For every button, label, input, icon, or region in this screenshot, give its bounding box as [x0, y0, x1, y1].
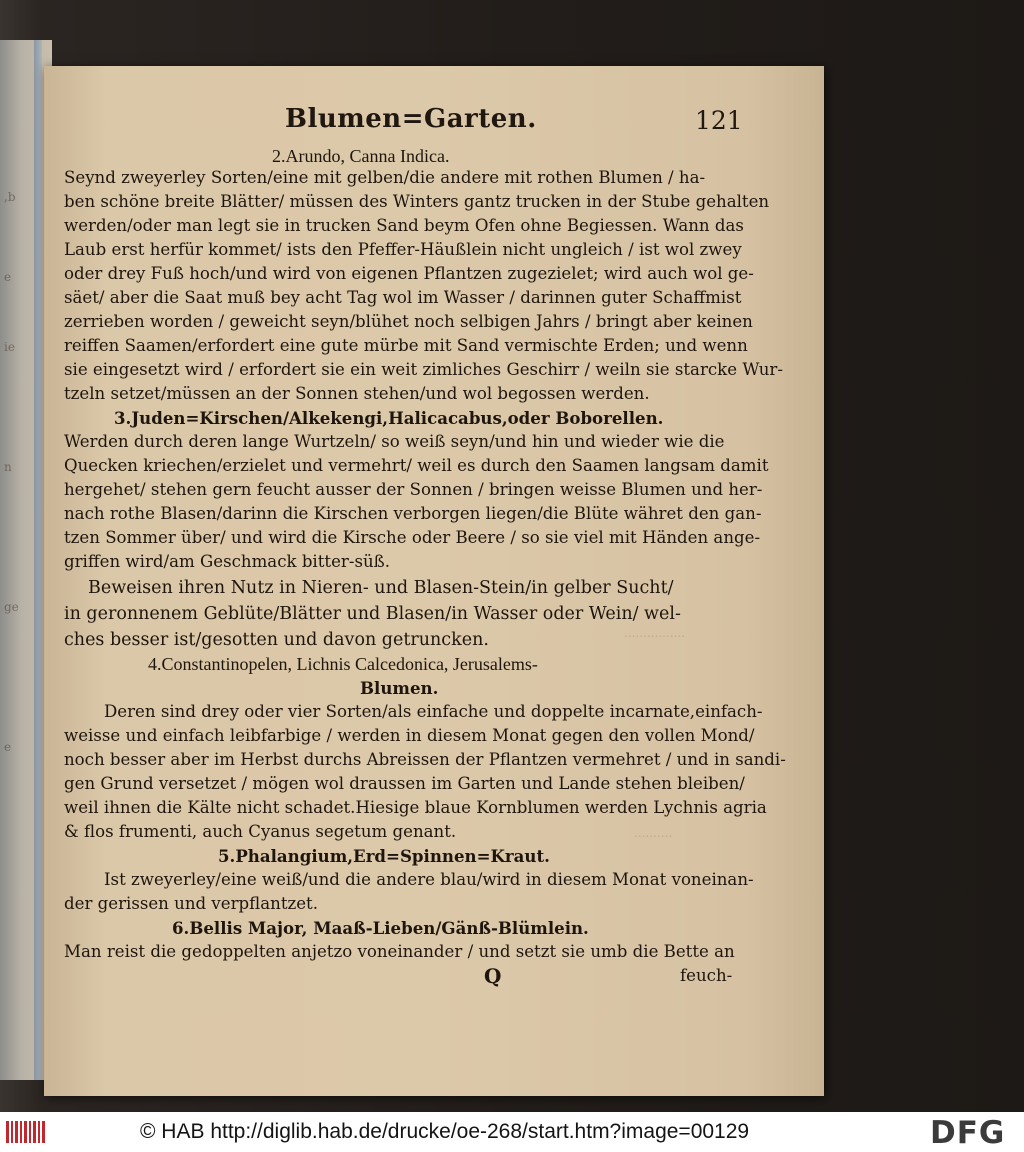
page-number: 121 [695, 106, 743, 135]
page-edge-fragment: e [4, 740, 12, 754]
text-line: der gerissen und verpflantzet. [64, 894, 318, 913]
section-heading: 4.Constantinopelen, Lichnis Calcedonica, Jerusalems- [148, 654, 538, 674]
text-line: gen Grund versetzet / mögen wol draussen im Garten und Lande stehen bleiben/ [64, 774, 745, 793]
page-edge-fragment: n [4, 460, 12, 474]
dfg-logo: DFG [930, 1115, 1006, 1151]
text-line: griffen wird/am Geschmack bitter-süß. [64, 552, 391, 571]
text-line: weil ihnen die Kälte nicht schadet.Hiesige blaue Kornblumen werden Lychnis agria [64, 798, 767, 817]
text-line: reiffen Saamen/erfordert eine gute mürbe mit Sand vermischte Erden; und wenn [64, 336, 748, 355]
catchword: feuch- [680, 966, 733, 985]
text-line: Seynd zweyerley Sorten/eine mit gelben/die andere mit rothen Blumen / ha- [64, 168, 706, 187]
text-line: tzen Sommer über/ und wird die Kirsche oder Beere / so sie viel mit Händen ange- [64, 528, 761, 547]
section-heading: 2.Arundo, Canna Indica. [272, 146, 450, 166]
text-line: noch besser aber im Herbst durchs Abreissen der Pflantzen vermehret / und in sandi- [64, 750, 786, 769]
section-heading: 5.Phalangium,Erd=Spinnen=Kraut. [218, 846, 550, 866]
text-line: weisse und einfach leibfarbige / werden in diesem Monat gegen den vollen Mond/ [64, 726, 755, 745]
show-through-text: .......... [634, 826, 673, 840]
text-line: ches besser ist/gesotten und davon getruncken. [64, 630, 489, 650]
text-line: sie eingesetzt wird / erfordert sie ein weit zimliches Geschirr / weiln sie starcke Wur- [64, 360, 783, 379]
page-edge-fragment: ie [4, 340, 15, 354]
text-line: Werden durch deren lange Wurtzeln/ so weiß seyn/und hin und wieder wie die [64, 432, 725, 451]
text-line: säet/ aber die Saat muß bey acht Tag wol im Wasser / darinnen guter Schaffmist [64, 288, 742, 307]
page-edge-fragment: ,b [4, 190, 16, 204]
text-line: zerrieben worden / geweicht seyn/blühet noch selbigen Jahrs / bringt aber keinen [64, 312, 753, 331]
text-line: werden/oder man legt sie in trucken Sand beym Ofen ohne Begiessen. Wann das [64, 216, 744, 235]
text-line: Quecken kriechen/erzielet und vermehrt/ weil es durch den Saamen langsam damit [64, 456, 769, 475]
text-line: tzeln setzet/müssen an der Sonnen stehen/und wol begossen werden. [64, 384, 650, 403]
text-line: Deren sind drey oder vier Sorten/als einfache und doppelte incarnate,einfach- [104, 702, 763, 721]
text-line: Beweisen ihren Nutz in Nieren- und Blasen-Stein/in gelber Sucht/ [88, 578, 674, 598]
text-line: oder drey Fuß hoch/und wird von eigenen Pflantzen zugezielet; wird auch wol ge- [64, 264, 754, 283]
book-page [44, 66, 824, 1096]
text-line: in geronnenem Geblüte/Blätter und Blasen/in Wasser oder Wein/ wel- [64, 604, 681, 624]
text-line: ben schöne breite Blätter/ müssen des Winters gantz trucken in der Stube gehalten [64, 192, 770, 211]
page-edge-strip [34, 40, 42, 1080]
viewer-footer [0, 1112, 1024, 1152]
running-head: Blumen=Garten. [285, 104, 537, 134]
text-line: Laub erst herfür kommet/ ists den Pfeffer-Häußlein nicht ungleich / ist wol zwey [64, 240, 742, 259]
page-edge-fragment: e [4, 270, 12, 284]
text-line: & flos frumenti, auch Cyanus segetum genant. [64, 822, 457, 841]
hab-barcode-logo-icon [6, 1119, 46, 1145]
section-heading: 3.Juden=Kirschen/Alkekengi,Halicacabus,oder Boborellen. [114, 408, 664, 428]
text-line: Man reist die gedoppelten anjetzo voneinander / und setzt sie umb die Bette an [64, 942, 735, 961]
show-through-text: ................ [624, 626, 686, 640]
copyright-link[interactable]: © HAB http://diglib.hab.de/drucke/oe-268/start.htm?image=00129 [140, 1120, 750, 1143]
signature-mark: Q [484, 964, 502, 988]
page-edge-fragment: ge [4, 600, 19, 614]
text-line: hergehet/ stehen gern feucht ausser der Sonnen / bringen weisse Blumen und her- [64, 480, 763, 499]
section-heading: 6.Bellis Major, Maaß-Lieben/Gänß-Blümlein. [172, 918, 589, 938]
section-heading: Blumen. [360, 678, 439, 698]
text-line: Ist zweyerley/eine weiß/und die andere blau/wird in diesem Monat voneinan- [104, 870, 754, 889]
text-line: nach rothe Blasen/darinn die Kirschen verborgen liegen/die Blüte währet den gan- [64, 504, 762, 523]
